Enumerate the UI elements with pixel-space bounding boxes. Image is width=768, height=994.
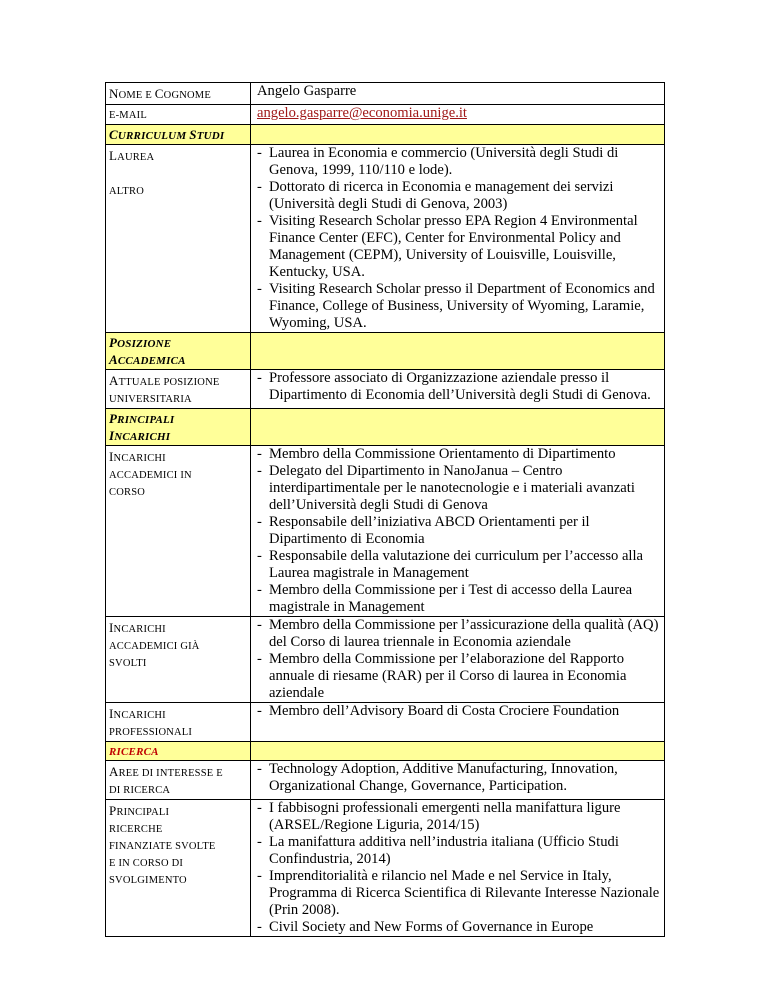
row-aree-interesse bbox=[106, 761, 665, 800]
value-cell bbox=[251, 105, 665, 125]
principali-ricerche-list bbox=[257, 800, 660, 936]
label-aree-interesse: AREE DI INTERESSE E DI RICERCA bbox=[109, 764, 223, 796]
label-cell bbox=[106, 105, 251, 125]
label-cell bbox=[106, 83, 251, 105]
value-cell bbox=[251, 761, 665, 800]
row-incarichi-svolti bbox=[106, 617, 665, 703]
list-item: - Responsabile della valutazione dei curriculum per l’accesso alla Laurea magistrale in Management bbox=[257, 548, 660, 582]
section-posizione bbox=[106, 333, 665, 370]
label-incarichi-professionali: INCARICHI PROFESSIONALI bbox=[109, 706, 193, 738]
row-attuale-posizione bbox=[106, 370, 665, 409]
label-email: E-MAIL bbox=[109, 110, 147, 121]
section-header-cell bbox=[106, 333, 251, 370]
list-item: - Membro della Commissione Orientamento di Dipartimento bbox=[257, 446, 660, 463]
list-item: - I fabbisogni professionali emergenti nella manifattura ligure (ARSEL/Regione Liguria, 2014/15) bbox=[257, 800, 660, 834]
value-cell bbox=[251, 83, 665, 105]
aree-interesse-list bbox=[257, 761, 660, 795]
list-item: - Responsabile dell’iniziativa ABCD Orientamenti per il Dipartimento di Economia bbox=[257, 514, 660, 548]
list-item: - Imprenditorialità e rilancio nel Made e nel Service in Italy, Programma di Ricerca Scientifica di Rilevante Interesse Nazionale (Prin 2008). bbox=[257, 868, 660, 919]
value-cell bbox=[251, 145, 665, 333]
label-nome-cognome: NOME E COGNOME bbox=[109, 86, 211, 101]
row-principali-ricerche bbox=[106, 800, 665, 937]
label-cell bbox=[106, 446, 251, 617]
list-item: - Membro della Commissione per l’elaborazione del Rapporto annuale di riesame (RAR) per il Corso di laurea in Economia aziendale bbox=[257, 651, 660, 702]
row-nome bbox=[106, 83, 665, 105]
incarichi-professionali-list bbox=[257, 703, 660, 720]
row-laurea bbox=[106, 145, 665, 333]
label-cell bbox=[106, 145, 251, 333]
list-item: - La manifattura additiva nell’industria italiana (Ufficio Studi Confindustria, 2014) bbox=[257, 834, 660, 868]
label-cell bbox=[106, 617, 251, 703]
list-item: - Visiting Research Scholar presso il Department of Economics and Finance, College of Business, University of Wyoming, Laramie, Wyoming, USA. bbox=[257, 281, 660, 332]
list-item: - Membro dell’Advisory Board di Costa Crociere Foundation bbox=[257, 703, 660, 720]
list-item: - Professore associato di Organizzazione aziendale presso il Dipartimento di Economia dell’Università degli Studi di Genova. bbox=[257, 370, 660, 404]
incarichi-svolti-list bbox=[257, 617, 660, 702]
label-principali-ricerche: PRINCIPALI RICERCHE FINANZIATE SVOLTE E IN CORSO DI SVOLGIMENTO bbox=[109, 803, 216, 886]
section-header-cell bbox=[106, 409, 251, 446]
label-cell bbox=[106, 370, 251, 409]
value-cell bbox=[251, 703, 665, 742]
section-header-cell bbox=[106, 125, 251, 145]
list-item: - Dottorato di ricerca in Economia e management dei servizi (Università degli Studi di Genova, 2003) bbox=[257, 179, 660, 213]
posizione-list bbox=[257, 370, 660, 404]
list-item: - Membro della Commissione per l’assicurazione della qualità (AQ) del Corso di laurea triennale in Economia aziendale bbox=[257, 617, 660, 651]
label-cell bbox=[106, 761, 251, 800]
curriculum-list bbox=[257, 145, 660, 332]
section-curriculum bbox=[106, 125, 665, 145]
value-cell bbox=[251, 370, 665, 409]
list-item: - Laurea in Economia e commercio (Università degli Studi di Genova, 1999, 110/110 e lode). bbox=[257, 145, 660, 179]
value-cell bbox=[251, 617, 665, 703]
email-link[interactable]: angelo.gasparre@economia.unige.it bbox=[257, 105, 467, 121]
list-item: - Civil Society and New Forms of Governance in Europe bbox=[257, 919, 660, 936]
section-incarichi bbox=[106, 409, 665, 446]
section-empty-cell bbox=[251, 125, 665, 145]
value-nome: Angelo Gasparre bbox=[257, 83, 357, 99]
list-item: - Delegato del Dipartimento in NanoJanua – Centro interdipartimentale per le nanotecnologie e i materiali avanzati dell’Università degli Studi di Genova bbox=[257, 463, 660, 514]
label-incarichi-in-corso: INCARICHI ACCADEMICI IN CORSO bbox=[109, 449, 192, 498]
row-incarichi-in-corso bbox=[106, 446, 665, 617]
label-laurea: LAUREA bbox=[109, 148, 155, 163]
cv-table bbox=[105, 82, 665, 937]
section-posizione-title: POSIZIONE ACCADEMICA bbox=[109, 335, 186, 367]
list-item: - Technology Adoption, Additive Manufacturing, Innovation, Organizational Change, Governance, Participation. bbox=[257, 761, 660, 795]
list-item: - Membro della Commissione per i Test di accesso della Laurea magistrale in Management bbox=[257, 582, 660, 616]
section-header-cell bbox=[106, 742, 251, 761]
incarichi-in-corso-list bbox=[257, 446, 660, 616]
section-ricerca-title: RICERCA bbox=[109, 746, 159, 758]
label-altro: ALTRO bbox=[109, 186, 145, 197]
list-item: - Visiting Research Scholar presso EPA Region 4 Environmental Finance Center (EFC), Center for Environmental Policy and Management (CEPM), University of Louisville, Louisville, Kentucky, USA. bbox=[257, 213, 660, 281]
section-empty-cell bbox=[251, 409, 665, 446]
label-cell bbox=[106, 800, 251, 937]
value-cell bbox=[251, 446, 665, 617]
section-empty-cell bbox=[251, 742, 665, 761]
label-cell bbox=[106, 703, 251, 742]
row-email bbox=[106, 105, 665, 125]
section-incarichi-title: PRINCIPALI INCARICHI bbox=[109, 411, 175, 443]
label-incarichi-svolti: INCARICHI ACCADEMICI GIÀ SVOLTI bbox=[109, 620, 200, 669]
row-incarichi-professionali bbox=[106, 703, 665, 742]
value-cell bbox=[251, 800, 665, 937]
label-attuale-posizione: ATTUALE POSIZIONE UNIVERSITARIA bbox=[109, 373, 220, 405]
section-curriculum-title: CURRICULUM STUDI bbox=[109, 127, 225, 142]
section-ricerca bbox=[106, 742, 665, 761]
section-empty-cell bbox=[251, 333, 665, 370]
